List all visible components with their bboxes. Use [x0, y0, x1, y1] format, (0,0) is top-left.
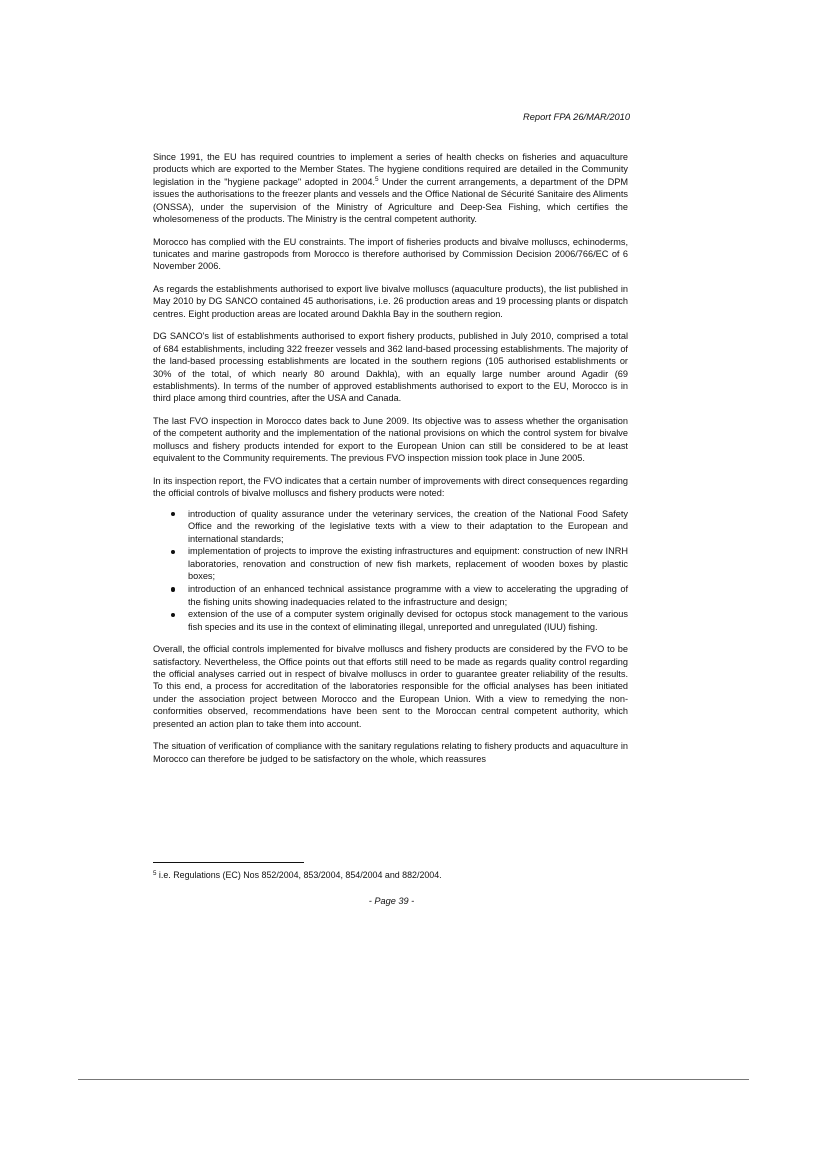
page-number: - Page 39 - — [368, 896, 415, 906]
list-item: introduction of quality assurance under the veterinary services, the creation of the National Food Safety Office and the reworking of the legislative texts with a view to their adaptation to the European and international standards; — [188, 508, 628, 544]
paragraph-eu-constraints: Morocco has complied with the EU constraints. The import of fisheries products and bivalve molluscs, echinoderms, tunicates and marine gastropods from Morocco is therefore authorised by Commission Decision 2006/766/EC of 6 November 2006. — [153, 236, 628, 272]
paragraph-text: Since 1991, the EU has required countries to implement a series of health checks on fisheries and aquaculture products which are exported to the Member States. The hygiene conditions required are detailed in the Community legislation in the "hygiene package" adopted in 2004. — [153, 152, 628, 187]
paragraph-overall-controls: Overall, the official controls implemented for bivalve molluscs and fishery products are considered by the FVO to be satisfactory. Nevertheless, the Office points out that efforts still need to be made as regards quality control regarding the official analyses carried out in respect of bivalve molluscs in order to guarantee greater reliability of the results. To this end, a process for accreditation of the laboratories responsible for the official analyses has been initiated under the association project between Morocco and the European Union. With a view to remedying the non-conformities observed, recommendations have been sent to the Moroccan central competent authority, which presented an action plan to take them into account. — [153, 644, 628, 729]
paragraph-fishery-establishments: DG SANCO's list of establishments authorised to export fishery products, published in July 2010, comprised a total of 684 establishments, including 322 freezer vessels and 362 land-based processing establishments. The majority of the land-based processing establishments are located in the southern regions (105 authorised establishments or 30% of the total, of which nearly 80 around Dakhla), with an equally large number around Agadir (69 establishments). In terms of the number of approved establishments authorised to export to the EU, Morocco is in third place among third countries, after the USA and Canada. — [153, 331, 628, 404]
paragraph-verification-situation: The situation of verification of compliance with the sanitary regulations relating to fishery products and aquaculture in Morocco can therefore be judged to be satisfactory on the whole, which reassures — [153, 741, 628, 764]
improvements-list — [153, 508, 628, 633]
footnote-text: i.e. Regulations (EC) Nos 852/2004, 853/2004, 854/2004 and 882/2004. — [156, 870, 442, 880]
paragraph-inspection-report: In its inspection report, the FVO indicates that a certain number of improvements with direct consequences regarding the official controls of bivalve molluscs and fishery products were noted: — [153, 475, 628, 499]
paragraph-fvo-inspection: The last FVO inspection in Morocco dates back to June 2009. Its objective was to assess whether the organisation of the competent authority and the implementation of the national provisions on which the control system for bivalve molluscs and fishery products intended for export to the European Union can still be considered to be at least equivalent to the Community requirements. The previous FVO inspection mission took place in June 2005. — [153, 416, 628, 464]
footnote-divider — [153, 862, 304, 863]
list-item: extension of the use of a computer system originally devised for octopus stock management to the various fish species and its use in the context of eliminating illegal, unreported and unregulated (IUU) fishing. — [188, 609, 628, 632]
report-reference: Report FPA 26/MAR/2010 — [523, 112, 630, 122]
page-bottom-divider — [78, 1079, 749, 1080]
paragraph-text: Under the current arrangements, a department of the DPM issues the authorisations to the freezer plants and vessels and the Office National de Sécurité Sanitaire des Aliments (ONSSA), under the supervision of the Ministry of Agriculture and Deep-Sea Fishing, which certifies the wholesomeness of the products. The Ministry is the central competent authority. — [153, 176, 628, 225]
paragraph-hygiene-checks — [153, 151, 628, 225]
body-text — [153, 151, 628, 775]
paragraph-bivalve-establishments: As regards the establishments authorised to export live bivalve molluscs (aquaculture products), the list published in May 2010 by DG SANCO contained 45 authorisations, i.e. 26 production areas and 19 processing plants or dispatch centres. Eight production areas are located around Dakhla Bay in the southern region. — [153, 284, 628, 319]
footnote-reference[interactable]: 5 — [374, 175, 379, 183]
footnote-number: 5 — [153, 870, 157, 877]
list-item: implementation of projects to improve the existing infrastructures and equipment: construction of new INRH laboratories, renovation and construction of new fish markets, replacement of wooden boxes by plastic boxes; — [188, 546, 628, 582]
footnote — [153, 870, 442, 880]
list-item: introduction of an enhanced technical assistance programme with a view to accelerating the upgrading of the fishing units showing inadequacies related to the infrastructure and design; — [188, 584, 628, 607]
